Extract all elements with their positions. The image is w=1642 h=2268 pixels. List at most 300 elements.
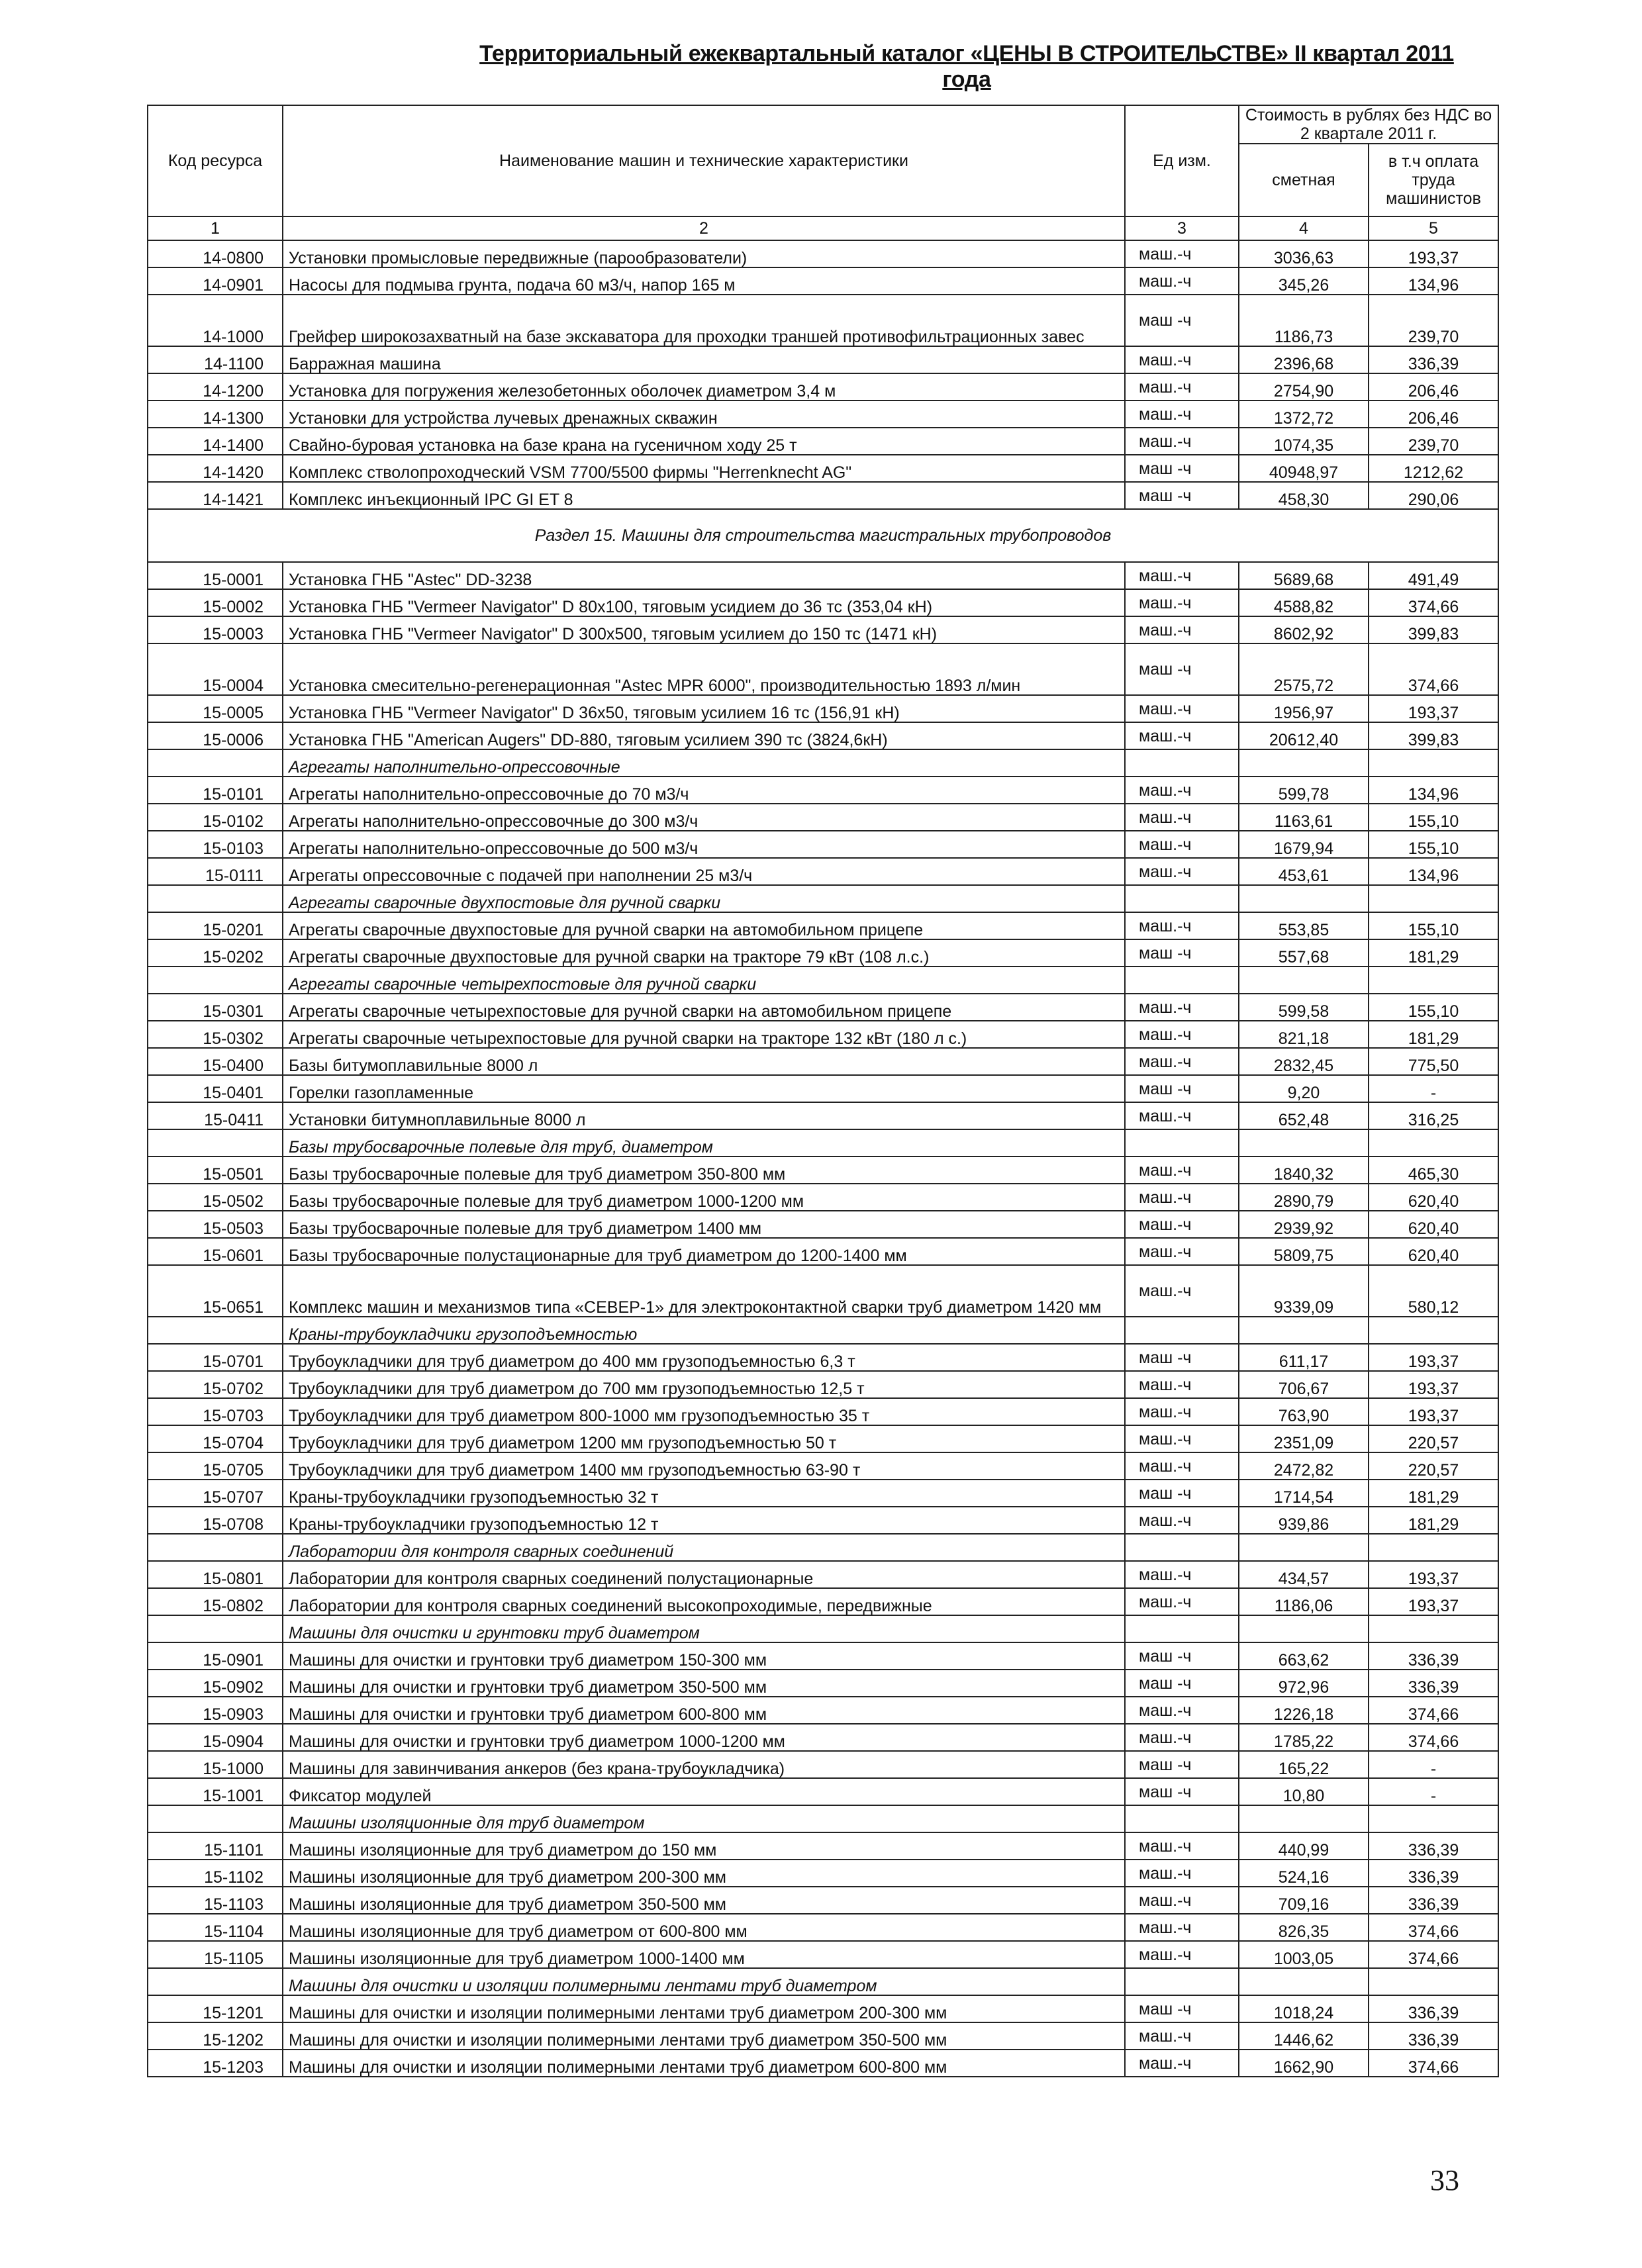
unit-of-measure: маш -ч bbox=[1125, 455, 1239, 482]
table-row bbox=[148, 1425, 1498, 1452]
machine-name: Машины для очистки и изоляции полимерными лентами труб диаметром 200-300 мм bbox=[283, 1995, 1125, 2022]
labor-cost: 374,66 bbox=[1369, 1914, 1498, 1941]
resource-code: 15-1103 bbox=[148, 1887, 283, 1914]
table-row bbox=[148, 1344, 1498, 1371]
machine-name: Трубоукладчики для труб диаметром 800-1000 мм грузоподъемностью 35 т bbox=[283, 1398, 1125, 1425]
labor-cost: 181,29 bbox=[1369, 1021, 1498, 1048]
header-name: Наименование машин и технические характеристики bbox=[283, 105, 1125, 216]
unit-of-measure: маш -ч bbox=[1125, 643, 1239, 695]
resource-code: 15-0601 bbox=[148, 1238, 283, 1265]
resource-code: 15-0503 bbox=[148, 1211, 283, 1238]
column-number: 5 bbox=[1369, 216, 1498, 240]
table-row bbox=[148, 1102, 1498, 1129]
unit-of-measure: маш.-ч bbox=[1125, 831, 1239, 858]
table-row bbox=[148, 1075, 1498, 1102]
group-subheading-row bbox=[148, 1805, 1498, 1832]
unit-of-measure: маш.-ч bbox=[1125, 2050, 1239, 2077]
labor-cost: 206,46 bbox=[1369, 401, 1498, 428]
estimate-cost: 611,17 bbox=[1239, 1344, 1369, 1371]
estimate-cost: 599,58 bbox=[1239, 994, 1369, 1021]
labor-cost: 336,39 bbox=[1369, 1670, 1498, 1697]
labor-cost: 193,37 bbox=[1369, 1344, 1498, 1371]
unit-of-measure: маш.-ч bbox=[1125, 1914, 1239, 1941]
labor-cost: 290,06 bbox=[1369, 482, 1498, 509]
machine-name: Машины изоляционные для труб диаметром 200-300 мм bbox=[283, 1860, 1125, 1887]
unit-of-measure: маш.-ч bbox=[1125, 267, 1239, 295]
table-row bbox=[148, 858, 1498, 885]
unit-of-measure: маш -ч bbox=[1125, 1480, 1239, 1507]
labor-cost: 1212,62 bbox=[1369, 455, 1498, 482]
estimate-cost: 2472,82 bbox=[1239, 1452, 1369, 1480]
column-number: 3 bbox=[1125, 216, 1239, 240]
estimate-cost: 1372,72 bbox=[1239, 401, 1369, 428]
table-row bbox=[148, 777, 1498, 804]
labor-cost: 620,40 bbox=[1369, 1211, 1498, 1238]
group-subheading: Агрегаты наполнительно-опрессовочные bbox=[283, 749, 1125, 777]
resource-code: 15-0501 bbox=[148, 1157, 283, 1184]
unit-of-measure: маш -ч bbox=[1125, 1995, 1239, 2022]
group-subheading-row bbox=[148, 1968, 1498, 1995]
row-code-empty bbox=[148, 885, 283, 912]
labor-cost: 181,29 bbox=[1369, 1480, 1498, 1507]
unit-of-measure: маш -ч bbox=[1125, 482, 1239, 509]
table-row bbox=[148, 428, 1498, 455]
estimate-cost: 345,26 bbox=[1239, 267, 1369, 295]
unit-of-measure: маш.-ч bbox=[1125, 1398, 1239, 1425]
row-code-empty bbox=[148, 749, 283, 777]
row-cost-empty bbox=[1239, 1615, 1369, 1642]
machine-name: Агрегаты наполнительно-опрессовочные до 500 м3/ч bbox=[283, 831, 1125, 858]
row-code-empty bbox=[148, 1615, 283, 1642]
estimate-cost: 1186,73 bbox=[1239, 295, 1369, 346]
machine-name: Базы трубосварочные полевые для труб диаметром 1400 мм bbox=[283, 1211, 1125, 1238]
row-labor-empty bbox=[1369, 1317, 1498, 1344]
estimate-cost: 557,68 bbox=[1239, 939, 1369, 967]
labor-cost: 239,70 bbox=[1369, 295, 1498, 346]
labor-cost: 193,37 bbox=[1369, 1561, 1498, 1588]
resource-code: 15-1203 bbox=[148, 2050, 283, 2077]
resource-code: 15-1000 bbox=[148, 1751, 283, 1778]
resource-code: 15-0302 bbox=[148, 1021, 283, 1048]
estimate-cost: 663,62 bbox=[1239, 1642, 1369, 1670]
group-subheading: Лаборатории для контроля сварных соединений bbox=[283, 1534, 1125, 1561]
unit-of-measure: маш.-ч bbox=[1125, 1588, 1239, 1615]
resource-code: 15-1105 bbox=[148, 1941, 283, 1968]
resource-code: 15-0903 bbox=[148, 1697, 283, 1724]
resource-code: 14-1200 bbox=[148, 373, 283, 401]
unit-of-measure: маш.-ч bbox=[1125, 994, 1239, 1021]
page-header-title: Территориальный ежеквартальный каталог «ЦЕНЫ В СТРОИТЕЛЬСТВЕ» II квартал 2011 года bbox=[479, 41, 1454, 92]
table-row bbox=[148, 1398, 1498, 1425]
machine-name: Горелки газопламенные bbox=[283, 1075, 1125, 1102]
resource-code: 15-1102 bbox=[148, 1860, 283, 1887]
estimate-cost: 5689,68 bbox=[1239, 562, 1369, 589]
resource-code: 15-0111 bbox=[148, 858, 283, 885]
labor-cost: 336,39 bbox=[1369, 346, 1498, 373]
table-row bbox=[148, 346, 1498, 373]
resource-code: 15-0703 bbox=[148, 1398, 283, 1425]
row-labor-empty bbox=[1369, 749, 1498, 777]
table-row bbox=[148, 994, 1498, 1021]
resource-code: 15-0802 bbox=[148, 1588, 283, 1615]
resource-code: 14-1420 bbox=[148, 455, 283, 482]
labor-cost: 193,37 bbox=[1369, 695, 1498, 722]
column-number: 2 bbox=[283, 216, 1125, 240]
machine-name: Базы трубосварочные полустационарные для труб диаметром до 1200-1400 мм bbox=[283, 1238, 1125, 1265]
machine-name: Машины для очистки и грунтовки труб диаметром 1000-1200 мм bbox=[283, 1724, 1125, 1751]
row-unit-empty bbox=[1125, 1805, 1239, 1832]
row-cost-empty bbox=[1239, 1317, 1369, 1344]
machine-name: Установка для погружения железобетонных оболочек диаметром 3,4 м bbox=[283, 373, 1125, 401]
machine-name: Краны-трубоукладчики грузоподъемностью 32 т bbox=[283, 1480, 1125, 1507]
table-row bbox=[148, 1480, 1498, 1507]
machine-name: Агрегаты сварочные четырехпостовые для ручной сварки на тракторе 132 кВт (180 л с.) bbox=[283, 1021, 1125, 1048]
machine-name: Установка ГНБ "American Augers" DD-880, тяговым усилием 390 тс (3824,6кН) bbox=[283, 722, 1125, 749]
estimate-cost: 524,16 bbox=[1239, 1860, 1369, 1887]
estimate-cost: 1785,22 bbox=[1239, 1724, 1369, 1751]
table-row bbox=[148, 1724, 1498, 1751]
estimate-cost: 40948,97 bbox=[1239, 455, 1369, 482]
machine-name: Установки для устройства лучевых дренажных скважин bbox=[283, 401, 1125, 428]
estimate-cost: 458,30 bbox=[1239, 482, 1369, 509]
resource-code: 14-0901 bbox=[148, 267, 283, 295]
table-row bbox=[148, 240, 1498, 267]
labor-cost: 336,39 bbox=[1369, 1642, 1498, 1670]
machine-name: Машины для очистки и изоляции полимерными лентами труб диаметром 600-800 мм bbox=[283, 2050, 1125, 2077]
resource-code: 14-1100 bbox=[148, 346, 283, 373]
labor-cost: 374,66 bbox=[1369, 1724, 1498, 1751]
unit-of-measure: маш.-ч bbox=[1125, 1697, 1239, 1724]
resource-code: 15-0001 bbox=[148, 562, 283, 589]
estimate-cost: 10,80 bbox=[1239, 1778, 1369, 1805]
table-row bbox=[148, 1860, 1498, 1887]
estimate-cost: 1074,35 bbox=[1239, 428, 1369, 455]
labor-cost: 193,37 bbox=[1369, 1398, 1498, 1425]
unit-of-measure: маш -ч bbox=[1125, 1075, 1239, 1102]
unit-of-measure: маш -ч bbox=[1125, 1642, 1239, 1670]
labor-cost: 374,66 bbox=[1369, 589, 1498, 616]
machine-name: Машины изоляционные для труб диаметром от 600-800 мм bbox=[283, 1914, 1125, 1941]
group-subheading: Машины для очистки и грунтовки труб диаметром bbox=[283, 1615, 1125, 1642]
table-row bbox=[148, 722, 1498, 749]
resource-code: 15-0006 bbox=[148, 722, 283, 749]
group-subheading-row bbox=[148, 885, 1498, 912]
machine-name: Агрегаты наполнительно-опрессовочные до 300 м3/ч bbox=[283, 804, 1125, 831]
labor-cost: 374,66 bbox=[1369, 643, 1498, 695]
unit-of-measure: маш.-ч bbox=[1125, 777, 1239, 804]
unit-of-measure: маш.-ч bbox=[1125, 1184, 1239, 1211]
machine-name: Машины изоляционные для труб диаметром 350-500 мм bbox=[283, 1887, 1125, 1914]
table-row bbox=[148, 1832, 1498, 1860]
labor-cost: - bbox=[1369, 1075, 1498, 1102]
unit-of-measure: маш.-ч bbox=[1125, 722, 1239, 749]
unit-of-measure: маш.-ч bbox=[1125, 428, 1239, 455]
machine-name: Лаборатории для контроля сварных соединений высокопроходимые, передвижные bbox=[283, 1588, 1125, 1615]
labor-cost: 155,10 bbox=[1369, 831, 1498, 858]
unit-of-measure: маш.-ч bbox=[1125, 1371, 1239, 1398]
resource-code: 15-1101 bbox=[148, 1832, 283, 1860]
machine-name: Комплекс стволопроходческий VSM 7700/5500 фирмы "Herrenknecht AG" bbox=[283, 455, 1125, 482]
estimate-cost: 440,99 bbox=[1239, 1832, 1369, 1860]
table-row bbox=[148, 1914, 1498, 1941]
resource-code: 15-1201 bbox=[148, 1995, 283, 2022]
estimate-cost: 9339,09 bbox=[1239, 1265, 1369, 1317]
estimate-cost: 2939,92 bbox=[1239, 1211, 1369, 1238]
unit-of-measure: маш.-ч bbox=[1125, 1021, 1239, 1048]
resource-code: 15-1202 bbox=[148, 2022, 283, 2050]
row-cost-empty bbox=[1239, 885, 1369, 912]
labor-cost: 374,66 bbox=[1369, 1697, 1498, 1724]
resource-code: 15-0101 bbox=[148, 777, 283, 804]
unit-of-measure: маш -ч bbox=[1125, 1778, 1239, 1805]
labor-cost: 193,37 bbox=[1369, 1588, 1498, 1615]
machine-name: Агрегаты сварочные четырехпостовые для ручной сварки на автомобильном прицепе bbox=[283, 994, 1125, 1021]
table-row bbox=[148, 1941, 1498, 1968]
estimate-cost: 763,90 bbox=[1239, 1398, 1369, 1425]
unit-of-measure: маш.-ч bbox=[1125, 1211, 1239, 1238]
resource-code: 15-1104 bbox=[148, 1914, 283, 1941]
unit-of-measure: маш.-ч bbox=[1125, 1425, 1239, 1452]
table-row bbox=[148, 1697, 1498, 1724]
unit-of-measure: маш.-ч bbox=[1125, 589, 1239, 616]
machine-name: Машины для очистки и грунтовки труб диаметром 150-300 мм bbox=[283, 1642, 1125, 1670]
estimate-cost: 434,57 bbox=[1239, 1561, 1369, 1588]
resource-code: 15-0801 bbox=[148, 1561, 283, 1588]
unit-of-measure: маш.-ч bbox=[1125, 1102, 1239, 1129]
machine-name: Трубоукладчики для труб диаметром 1200 мм грузоподъемностью 50 т bbox=[283, 1425, 1125, 1452]
table-row bbox=[148, 1995, 1498, 2022]
unit-of-measure: маш.-ч bbox=[1125, 1832, 1239, 1860]
machine-name: Лаборатории для контроля сварных соединений полустационарные bbox=[283, 1561, 1125, 1588]
labor-cost: 620,40 bbox=[1369, 1184, 1498, 1211]
estimate-cost: 706,67 bbox=[1239, 1371, 1369, 1398]
estimate-cost: 826,35 bbox=[1239, 1914, 1369, 1941]
table-row bbox=[148, 1184, 1498, 1211]
group-subheading-row bbox=[148, 1534, 1498, 1561]
row-labor-empty bbox=[1369, 1534, 1498, 1561]
row-labor-empty bbox=[1369, 967, 1498, 994]
row-code-empty bbox=[148, 967, 283, 994]
row-labor-empty bbox=[1369, 1615, 1498, 1642]
machine-name: Краны-трубоукладчики грузоподъемностью 12 т bbox=[283, 1507, 1125, 1534]
header-cost-group: Стоимость в рублях без НДС во 2 квартале 2011 г. bbox=[1239, 105, 1498, 144]
labor-cost: 374,66 bbox=[1369, 2050, 1498, 2077]
resource-code: 15-0704 bbox=[148, 1425, 283, 1452]
estimate-cost: 2754,90 bbox=[1239, 373, 1369, 401]
labor-cost: 620,40 bbox=[1369, 1238, 1498, 1265]
table-row bbox=[148, 1048, 1498, 1075]
table-row bbox=[148, 1588, 1498, 1615]
estimate-cost: 8602,92 bbox=[1239, 616, 1369, 643]
machine-name: Базы битумоплавильные 8000 л bbox=[283, 1048, 1125, 1075]
row-cost-empty bbox=[1239, 967, 1369, 994]
machine-name: Машины для очистки и изоляции полимерными лентами труб диаметром 350-500 мм bbox=[283, 2022, 1125, 2050]
resource-code: 15-0902 bbox=[148, 1670, 283, 1697]
labor-cost: 220,57 bbox=[1369, 1452, 1498, 1480]
table-row bbox=[148, 804, 1498, 831]
labor-cost: 491,49 bbox=[1369, 562, 1498, 589]
estimate-cost: 1714,54 bbox=[1239, 1480, 1369, 1507]
machine-name: Установка ГНБ "Vermeer Navigator" D 300х500, тяговым усилием до 150 тс (1471 кН) bbox=[283, 616, 1125, 643]
unit-of-measure: маш -ч bbox=[1125, 939, 1239, 967]
labor-cost: 134,96 bbox=[1369, 858, 1498, 885]
resource-code: 15-0705 bbox=[148, 1452, 283, 1480]
page-number: 33 bbox=[1430, 2164, 1459, 2197]
resource-code: 15-0201 bbox=[148, 912, 283, 939]
resource-code: 15-0651 bbox=[148, 1265, 283, 1317]
resource-code: 15-0901 bbox=[148, 1642, 283, 1670]
machine-name: Трубоукладчики для труб диаметром до 400 мм грузоподъемностью 6,3 т bbox=[283, 1344, 1125, 1371]
group-subheading: Краны-трубоукладчики грузоподъемностью bbox=[283, 1317, 1125, 1344]
machine-name: Установки битумноплавильные 8000 л bbox=[283, 1102, 1125, 1129]
estimate-cost: 652,48 bbox=[1239, 1102, 1369, 1129]
table-row bbox=[148, 1021, 1498, 1048]
machine-name: Базы трубосварочные полевые для труб диаметром 1000-1200 мм bbox=[283, 1184, 1125, 1211]
section-heading-row bbox=[148, 509, 1498, 562]
estimate-cost: 4588,82 bbox=[1239, 589, 1369, 616]
estimate-cost: 2890,79 bbox=[1239, 1184, 1369, 1211]
row-cost-empty bbox=[1239, 1534, 1369, 1561]
unit-of-measure: маш -ч bbox=[1125, 1751, 1239, 1778]
resource-code: 14-1400 bbox=[148, 428, 283, 455]
group-subheading: Базы трубосварочные полевые для труб, диаметром bbox=[283, 1129, 1125, 1157]
labor-cost: 374,66 bbox=[1369, 1941, 1498, 1968]
estimate-cost: 972,96 bbox=[1239, 1670, 1369, 1697]
resource-code: 14-0800 bbox=[148, 240, 283, 267]
estimate-cost: 20612,40 bbox=[1239, 722, 1369, 749]
group-subheading-row bbox=[148, 1615, 1498, 1642]
resource-code: 15-0707 bbox=[148, 1480, 283, 1507]
labor-cost: 399,83 bbox=[1369, 722, 1498, 749]
unit-of-measure: маш -ч bbox=[1125, 295, 1239, 346]
row-labor-empty bbox=[1369, 1129, 1498, 1157]
estimate-cost: 1018,24 bbox=[1239, 1995, 1369, 2022]
table-row bbox=[148, 1157, 1498, 1184]
unit-of-measure: маш.-ч bbox=[1125, 240, 1239, 267]
row-unit-empty bbox=[1125, 749, 1239, 777]
machine-name: Установка ГНБ "Vermeer Navigator" D 36х50, тяговым усилием 16 тс (156,91 кН) bbox=[283, 695, 1125, 722]
row-unit-empty bbox=[1125, 885, 1239, 912]
estimate-cost: 2351,09 bbox=[1239, 1425, 1369, 1452]
estimate-cost: 165,22 bbox=[1239, 1751, 1369, 1778]
unit-of-measure: маш.-ч bbox=[1125, 695, 1239, 722]
machine-name: Насосы для подмыва грунта, подача 60 м3/ч, напор 165 м bbox=[283, 267, 1125, 295]
estimate-cost: 599,78 bbox=[1239, 777, 1369, 804]
table-row bbox=[148, 373, 1498, 401]
table-row bbox=[148, 1561, 1498, 1588]
table-row bbox=[148, 589, 1498, 616]
unit-of-measure: маш.-ч bbox=[1125, 912, 1239, 939]
row-unit-empty bbox=[1125, 1968, 1239, 1995]
table-row bbox=[148, 1751, 1498, 1778]
machine-name: Барражная машина bbox=[283, 346, 1125, 373]
unit-of-measure: маш.-ч bbox=[1125, 1238, 1239, 1265]
group-subheading-row bbox=[148, 749, 1498, 777]
resource-code: 15-0103 bbox=[148, 831, 283, 858]
machine-price-table bbox=[147, 105, 1499, 2077]
machine-name: Трубоукладчики для труб диаметром до 700 мм грузоподъемностью 12,5 т bbox=[283, 1371, 1125, 1398]
machine-name: Машины для очистки и грунтовки труб диаметром 350-500 мм bbox=[283, 1670, 1125, 1697]
estimate-cost: 821,18 bbox=[1239, 1021, 1369, 1048]
labor-cost: 336,39 bbox=[1369, 1887, 1498, 1914]
estimate-cost: 2396,68 bbox=[1239, 346, 1369, 373]
table-row bbox=[148, 831, 1498, 858]
header-estimate: сметная bbox=[1239, 144, 1369, 216]
labor-cost: 134,96 bbox=[1369, 267, 1498, 295]
labor-cost: 336,39 bbox=[1369, 1860, 1498, 1887]
labor-cost: 239,70 bbox=[1369, 428, 1498, 455]
table-row bbox=[148, 912, 1498, 939]
estimate-cost: 1956,97 bbox=[1239, 695, 1369, 722]
header-unit: Ед изм. bbox=[1125, 105, 1239, 216]
table-row bbox=[148, 2050, 1498, 2077]
unit-of-measure: маш.-ч bbox=[1125, 346, 1239, 373]
machine-name: Машины изоляционные для труб диаметром 1000-1400 мм bbox=[283, 1941, 1125, 1968]
labor-cost: - bbox=[1369, 1751, 1498, 1778]
unit-of-measure: маш -ч bbox=[1125, 1670, 1239, 1697]
estimate-cost: 1679,94 bbox=[1239, 831, 1369, 858]
estimate-cost: 553,85 bbox=[1239, 912, 1369, 939]
machine-name: Машины изоляционные для труб диаметром до 150 мм bbox=[283, 1832, 1125, 1860]
unit-of-measure: маш.-ч bbox=[1125, 1561, 1239, 1588]
resource-code: 15-0904 bbox=[148, 1724, 283, 1751]
estimate-cost: 2575,72 bbox=[1239, 643, 1369, 695]
row-labor-empty bbox=[1369, 1805, 1498, 1832]
table-row bbox=[148, 939, 1498, 967]
estimate-cost: 1186,06 bbox=[1239, 1588, 1369, 1615]
unit-of-measure: маш -ч bbox=[1125, 1344, 1239, 1371]
table-row bbox=[148, 1887, 1498, 1914]
row-labor-empty bbox=[1369, 1968, 1498, 1995]
estimate-cost: 2832,45 bbox=[1239, 1048, 1369, 1075]
estimate-cost: 709,16 bbox=[1239, 1887, 1369, 1914]
labor-cost: 465,30 bbox=[1369, 1157, 1498, 1184]
labor-cost: 193,37 bbox=[1369, 240, 1498, 267]
resource-code: 15-0102 bbox=[148, 804, 283, 831]
unit-of-measure: маш.-ч bbox=[1125, 1724, 1239, 1751]
resource-code: 14-1421 bbox=[148, 482, 283, 509]
row-code-empty bbox=[148, 1317, 283, 1344]
estimate-cost: 1662,90 bbox=[1239, 2050, 1369, 2077]
estimate-cost: 1840,32 bbox=[1239, 1157, 1369, 1184]
labor-cost: 336,39 bbox=[1369, 2022, 1498, 2050]
table-row bbox=[148, 1238, 1498, 1265]
row-code-empty bbox=[148, 1805, 283, 1832]
table-row bbox=[148, 1211, 1498, 1238]
table-row bbox=[148, 695, 1498, 722]
labor-cost: 316,25 bbox=[1369, 1102, 1498, 1129]
machine-name: Агрегаты наполнительно-опрессовочные до 70 м3/ч bbox=[283, 777, 1125, 804]
unit-of-measure: маш.-ч bbox=[1125, 1048, 1239, 1075]
labor-cost: 155,10 bbox=[1369, 912, 1498, 939]
labor-cost: 399,83 bbox=[1369, 616, 1498, 643]
machine-name: Базы трубосварочные полевые для труб диаметром 350-800 мм bbox=[283, 1157, 1125, 1184]
section-title: Раздел 15. Машины для строительства магистральных трубопроводов bbox=[148, 509, 1498, 562]
row-cost-empty bbox=[1239, 1129, 1369, 1157]
estimate-cost: 3036,63 bbox=[1239, 240, 1369, 267]
unit-of-measure: маш.-ч bbox=[1125, 858, 1239, 885]
estimate-cost: 453,61 bbox=[1239, 858, 1369, 885]
table-row bbox=[148, 562, 1498, 589]
machine-name: Установка ГНБ "Vermeer Navigator" D 80х100, тяговым усидием до 36 тс (353,04 кН) bbox=[283, 589, 1125, 616]
row-unit-empty bbox=[1125, 1534, 1239, 1561]
unit-of-measure: маш.-ч bbox=[1125, 1157, 1239, 1184]
resource-code: 15-0702 bbox=[148, 1371, 283, 1398]
unit-of-measure: маш.-ч bbox=[1125, 1860, 1239, 1887]
resource-code: 15-0708 bbox=[148, 1507, 283, 1534]
unit-of-measure: маш.-ч bbox=[1125, 1265, 1239, 1317]
resource-code: 15-0401 bbox=[148, 1075, 283, 1102]
